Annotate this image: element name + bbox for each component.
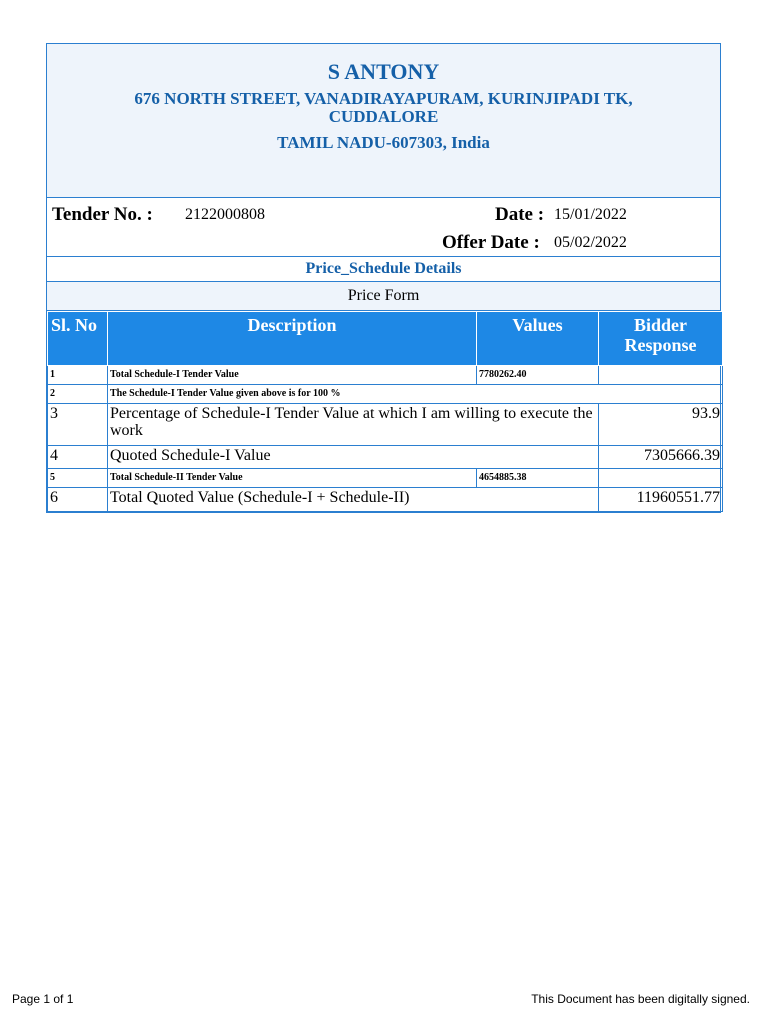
header-bidder-response [599,312,723,366]
row-response: 93.9 [599,404,723,446]
header-bidder-response-line1: Bidder [633,315,687,335]
row-response [599,469,723,488]
offer-date-label: Offer Date : [442,232,540,253]
row-description: Total Quoted Value (Schedule-I + Schedule-II) [108,488,599,512]
date-label: Date : [495,204,545,225]
row-no: 5 [48,469,108,488]
row-no: 2 [48,385,108,404]
row-description: The Schedule-I Tender Value given above is for 100 % [108,385,723,404]
row-description: Percentage of Schedule-I Tender Value at which I am willing to execute the work [108,404,599,446]
address-line-1: 676 NORTH STREET, VANADIRAYAPURAM, KURINJIPADI TK, [134,89,633,108]
tender-no-value: 2122000808 [185,206,265,223]
row-value: 7780262.40 [477,366,599,385]
bidder-header [47,44,720,198]
company-name: S ANTONY [327,59,440,84]
digital-signature-note: This Document has been digitally signed. [531,992,750,1006]
address-line-3: TAMIL NADU-607303, India [277,133,490,152]
row-value: 4654885.38 [477,469,599,488]
row-response: 7305666.39 [599,446,723,469]
row-description: Total Schedule-I Tender Value [108,366,477,385]
table-row [48,385,723,404]
row-description: Total Schedule-II Tender Value [108,469,477,488]
price-schedule-document [46,43,721,513]
table-header-row [48,312,723,366]
form-title: Price Form [47,282,720,311]
row-response [599,366,723,385]
row-no: 6 [48,488,108,512]
header-description: Description [108,312,477,366]
tender-info [47,198,720,257]
row-response: 11960551.77 [599,488,723,512]
table-row [48,404,723,446]
row-no: 1 [48,366,108,385]
tender-no-label: Tender No. : [52,204,153,225]
header-values: Values [477,312,599,366]
table-row [48,469,723,488]
offer-date-value: 05/02/2022 [554,234,627,251]
table-row [48,366,723,385]
row-no: 4 [48,446,108,469]
schedule-title: Price_Schedule Details [47,257,720,282]
table-row [48,446,723,469]
address-line-2: CUDDALORE [328,107,439,126]
header-slno: Sl. No [48,312,108,366]
page-number: Page 1 of 1 [12,992,74,1006]
header-bidder-response-line2: Response [624,335,697,355]
row-no: 3 [48,404,108,446]
table-row [48,488,723,512]
row-description: Quoted Schedule-I Value [108,446,599,469]
date-value: 15/01/2022 [554,206,627,223]
price-table [47,311,723,512]
